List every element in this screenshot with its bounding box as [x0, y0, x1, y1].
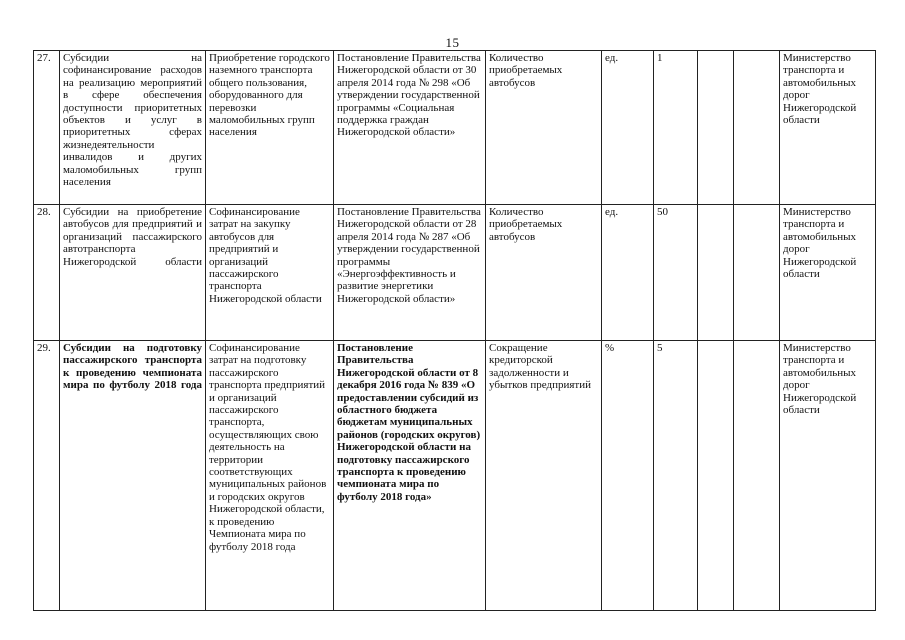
- legal-basis: Постановление Правительства Нижегородской области от 8 декабря 2016 года № 839 «О предоставлении субсидий из областного бюджета бюджетам муниципальных районов (городских округов) Нижегородской области на подготовку пассажирского транспорта к проведению чемпионата мира по футболу 2018 года»: [334, 341, 486, 611]
- indicator-value: 1: [654, 51, 698, 205]
- indicator-value: 50: [654, 205, 698, 341]
- unit-of-measure: ед.: [602, 205, 654, 341]
- legal-basis: Постановление Правительства Нижегородской области от 28 апреля 2014 года № 287 «Об утверждении государственной программы «Энергоэффективность и развитие энергетики Нижегородской области»: [334, 205, 486, 341]
- empty-cell: [698, 51, 734, 205]
- indicator-name: Количество приобретаемых автобусов: [486, 205, 602, 341]
- row-number: 29.: [34, 341, 60, 611]
- subsidy-purpose: Софинансирование затрат на подготовку пассажирского транспорта предприятий и организаций пассажирского транспорта, осуществляющих свою деятельность на территории соответствующих муниципальных районов и городских округов Нижегородской области, к проведению Чемпионата мира по футболу 2018 года: [206, 341, 334, 611]
- subsidies-table: [33, 50, 876, 611]
- recipient-ministry: Министерство транспорта и автомобильных дорог Нижегородской области: [780, 51, 876, 205]
- empty-cell: [698, 341, 734, 611]
- empty-cell: [734, 341, 780, 611]
- recipient-ministry: Министерство транспорта и автомобильных дорог Нижегородской области: [780, 205, 876, 341]
- empty-cell: [734, 205, 780, 341]
- row-number: 27.: [34, 51, 60, 205]
- page-number: 15: [445, 35, 460, 50]
- subsidy-name: Субсидии на приобретение автобусов для предприятий и организаций пассажирского автотранспорта Нижегородской области: [60, 205, 206, 341]
- empty-cell: [698, 205, 734, 341]
- subsidy-purpose: Приобретение городского наземного транспорта общего пользования, оборудованного для перевозки маломобильных групп населения: [206, 51, 334, 205]
- indicator-name: Количество приобретаемых автобусов: [486, 51, 602, 205]
- indicator-name: Сокращение кредиторской задолженности и убытков предприятий: [486, 341, 602, 611]
- subsidy-purpose: Софинансирование затрат на закупку автобусов для предприятий и организаций пассажирского транспорта Нижегородской области: [206, 205, 334, 341]
- recipient-ministry: Министерство транспорта и автомобильных дорог Нижегородской области: [780, 341, 876, 611]
- table-row: [34, 341, 876, 611]
- legal-basis: Постановление Правительства Нижегородской области от 30 апреля 2014 года № 298 «Об утверждении государственной программы «Социальная поддержка граждан Нижегородской области»: [334, 51, 486, 205]
- subsidy-name: Субсидии на софинансирование расходов на реализацию мероприятий в сфере обеспечения доступности приоритетных объектов и услуг в приоритетных сферах жизнедеятельности инвалидов и других маломобильных групп населения: [60, 51, 206, 205]
- empty-cell: [734, 51, 780, 205]
- table-row: [34, 51, 876, 205]
- unit-of-measure: %: [602, 341, 654, 611]
- subsidy-name: Субсидии на подготовку пассажирского транспорта к проведению чемпионата мира по футболу 2018 года: [60, 341, 206, 611]
- row-number: 28.: [34, 205, 60, 341]
- unit-of-measure: ед.: [602, 51, 654, 205]
- indicator-value: 5: [654, 341, 698, 611]
- table-row: [34, 205, 876, 341]
